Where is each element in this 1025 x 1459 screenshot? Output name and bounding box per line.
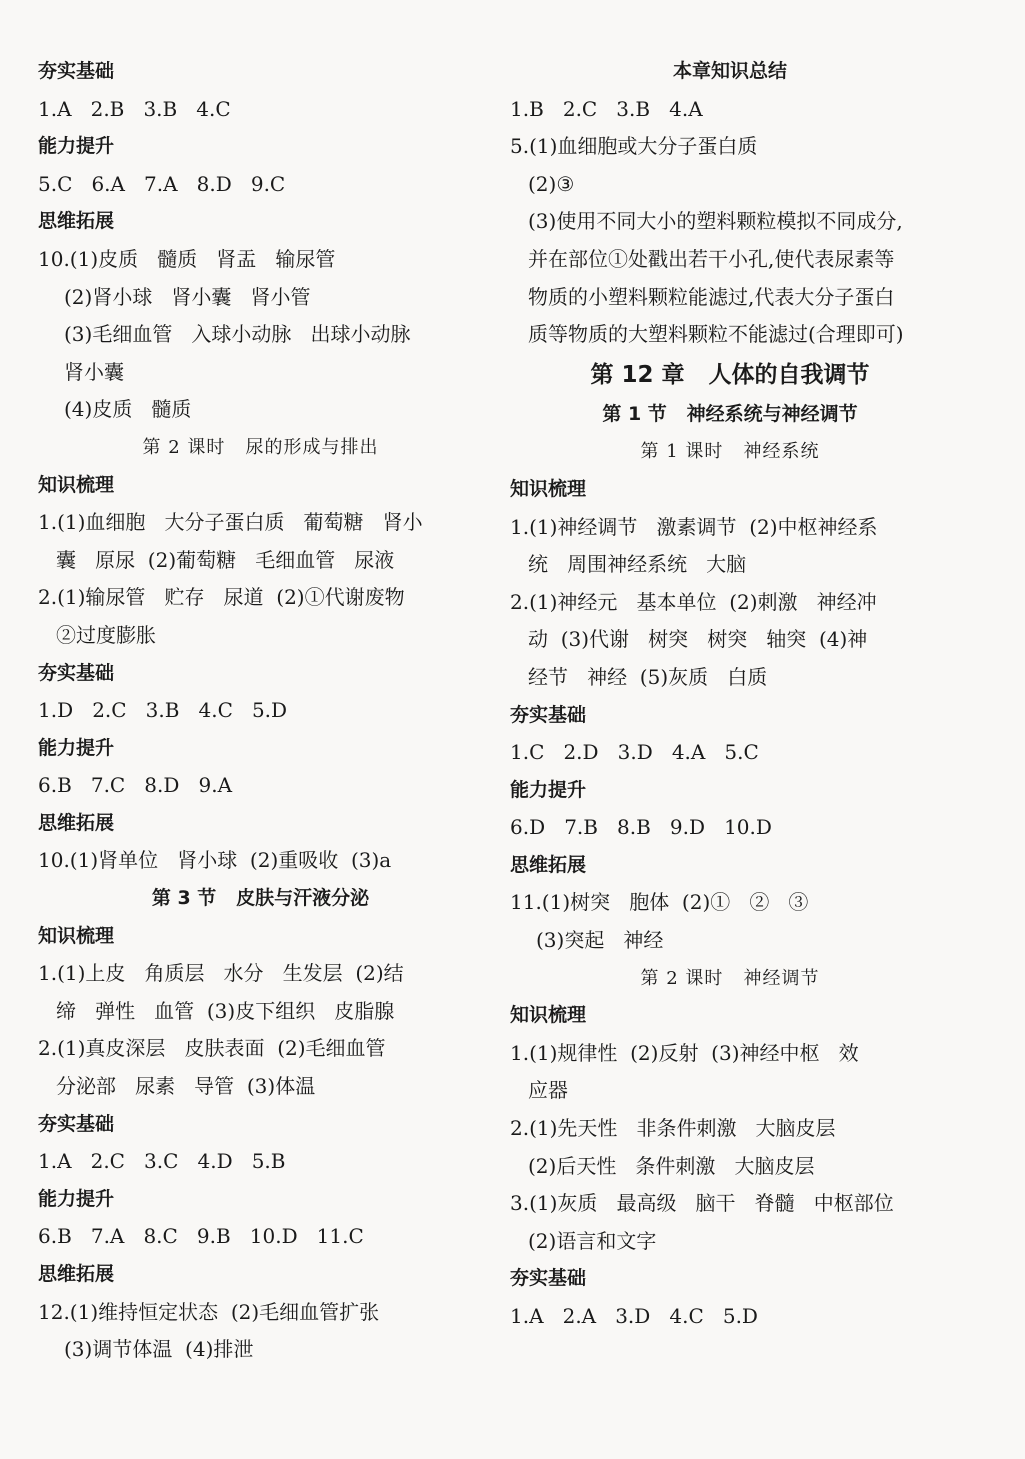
answer-line: 2.(1)输尿管 贮存 尿道 (2)①代谢废物: [38, 585, 405, 610]
answer-continuation: 囊 原尿 (2)葡萄糖 毛细血管 尿液: [56, 547, 395, 572]
subsection-heading: 思维拓展: [38, 1263, 115, 1285]
lesson-title: 第 1 课时 神经系统: [640, 441, 820, 463]
answer-line: 1.A 2.A 3.D 4.C 5.D: [510, 1304, 758, 1328]
subsection-heading: 夯实基础: [38, 1112, 115, 1135]
section-title: 第 3 节 皮肤与汗液分泌: [151, 887, 370, 910]
answer-continuation: 动 (3)代谢 树突 树突 轴突 (4)神: [528, 627, 868, 652]
lesson-title: 第 2 课时 神经调节: [640, 967, 820, 989]
subsection-heading: 能力提升: [38, 1187, 115, 1210]
answer-continuation: (2)③: [528, 171, 575, 196]
answer-line: 1.C 2.D 3.D 4.A 5.C: [510, 740, 759, 765]
left-column: [38, 53, 483, 1369]
answer-continuation: 应器: [528, 1078, 568, 1103]
subsection-heading: 思维拓展: [38, 811, 115, 834]
answer-line: 11.(1)树突 胞体 (2)① ② ③: [510, 890, 809, 915]
answer-line: 12.(1)维持恒定状态 (2)毛细血管扩张: [38, 1299, 380, 1324]
answer-line: 6.B 7.C 8.D 9.A: [38, 773, 233, 798]
section-title: 第 1 节 神经系统与神经调节: [602, 402, 858, 425]
answer-line: 1.A 2.C 3.C 4.D 5.B: [38, 1149, 286, 1174]
answer-continuation: 分泌部 尿素 导管 (3)体温: [56, 1074, 316, 1099]
answer-line: 2.(1)真皮深层 皮肤表面 (2)毛细血管: [38, 1036, 386, 1061]
answer-continuation: 并在部位①处戳出若干小孔,使代表尿素等: [528, 246, 895, 271]
answer-line: 1.D 2.C 3.B 4.C 5.D: [38, 698, 288, 723]
chapter-title: 第 12 章 人体的自我调节: [590, 361, 870, 388]
answer-line: 1.(1)规律性 (2)反射 (3)神经中枢 效: [510, 1040, 859, 1065]
subsection-heading: 知识梳理: [510, 477, 587, 500]
answer-continuation: 经节 神经 (5)灰质 白质: [528, 664, 768, 689]
answer-line: 10.(1)皮质 髓质 肾盂 输尿管: [38, 246, 336, 271]
answer-continuation: ②过度膨胀: [56, 622, 156, 647]
subsection-heading: 思维拓展: [38, 210, 115, 233]
answer-line: 1.B 2.C 3.B 4.A: [510, 96, 703, 121]
subsection-heading: 思维拓展: [510, 853, 587, 876]
answer-line: 1.(1)神经调节 激素调节 (2)中枢神经系: [510, 514, 878, 539]
answer-line: 2.(1)神经元 基本单位 (2)刺激 神经冲: [510, 589, 877, 614]
answer-line: 1.A 2.B 3.B 4.C: [38, 96, 231, 121]
answer-continuation: (3)调节体温 (4)排泄: [64, 1337, 254, 1362]
subsection-heading: 知识梳理: [38, 473, 115, 496]
right-column: [510, 53, 950, 1336]
answer-line: 3.(1)灰质 最高级 脑干 脊髓 中枢部位: [510, 1191, 894, 1216]
answer-line: 6.B 7.A 8.C 9.B 10.D 11.C: [38, 1224, 364, 1249]
answer-continuation: 质等物质的大塑料颗粒不能滤过(合理即可): [528, 322, 904, 347]
subsection-heading: 夯实基础: [38, 661, 115, 684]
answer-continuation: (4)皮质 髓质: [64, 397, 192, 422]
answer-continuation: 肾小囊: [64, 359, 124, 384]
answer-continuation: (2)语言和文字: [528, 1228, 657, 1253]
subsection-heading: 夯实基础: [510, 703, 587, 726]
subsection-heading: 知识梳理: [38, 924, 115, 947]
answer-continuation: (3)毛细血管 入球小动脉 出球小动脉: [64, 322, 411, 347]
subsection-heading: 能力提升: [38, 135, 115, 158]
lesson-title: 第 2 课时 尿的形成与排出: [142, 436, 379, 458]
summary-title: 本章知识总结: [672, 60, 787, 82]
answer-line: 5.C 6.A 7.A 8.D 9.C: [38, 171, 286, 196]
subsection-heading: 夯实基础: [510, 1267, 587, 1290]
answer-continuation: (3)使用不同大小的塑料颗粒模拟不同成分,: [528, 209, 903, 234]
answer-line: 10.(1)肾单位 肾小球 (2)重吸收 (3)a: [38, 848, 392, 873]
subsection-heading: 能力提升: [510, 778, 587, 801]
answer-line: 5.(1)血细胞或大分子蛋白质: [510, 134, 758, 159]
answer-continuation: (3)突起 神经: [536, 928, 664, 953]
answer-line: 1.(1)上皮 角质层 水分 生发层 (2)结: [38, 961, 404, 986]
answer-line: 2.(1)先天性 非条件刺激 大脑皮层: [510, 1116, 836, 1141]
subsection-heading: 能力提升: [38, 736, 115, 759]
answer-continuation: (2)后天性 条件刺激 大脑皮层: [528, 1153, 815, 1178]
answer-continuation: 统 周围神经系统 大脑: [528, 552, 747, 577]
subsection-heading: 夯实基础: [38, 60, 115, 82]
answer-continuation: 物质的小塑料颗粒能滤过,代表大分子蛋白: [528, 284, 895, 309]
answer-continuation: (2)肾小球 肾小囊 肾小管: [64, 284, 311, 309]
answer-line: 6.D 7.B 8.B 9.D 10.D: [510, 815, 772, 840]
subsection-heading: 知识梳理: [510, 1004, 587, 1027]
answer-continuation: 缔 弹性 血管 (3)皮下组织 皮脂腺: [56, 998, 395, 1023]
answer-line: 1.(1)血细胞 大分子蛋白质 葡萄糖 肾小: [38, 510, 423, 535]
